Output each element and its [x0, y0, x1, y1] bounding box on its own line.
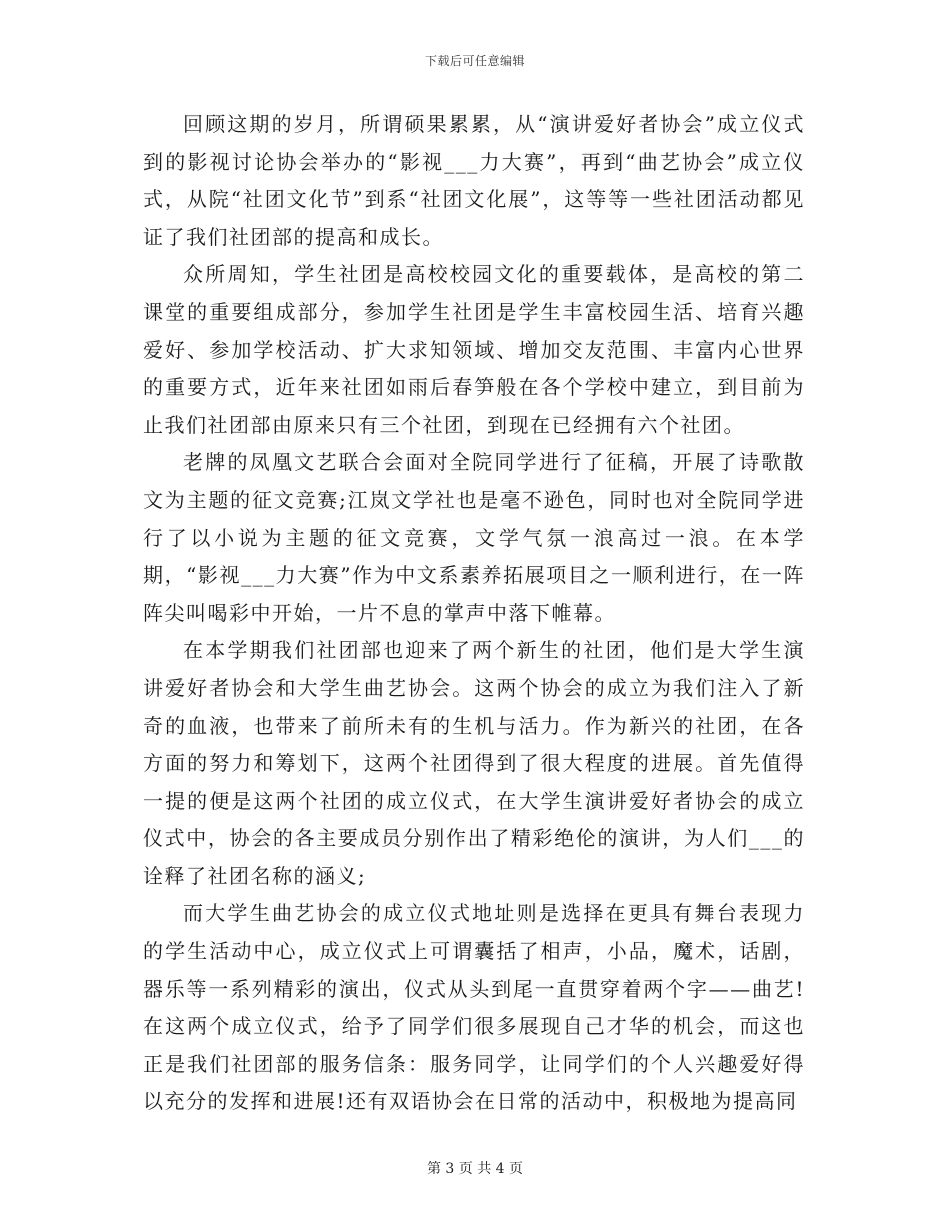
paragraph-5: 而大学生曲艺协会的成立仪式地址则是选择在更具有舞台表现力的学生活动中心，成立仪式上可谓囊括了相声，小品，魔术，话剧，器乐等一系列精彩的演出，仪式从头到尾一直贯穿着两个字——曲艺!在这两个成立仪式，给予了同学们很多展现自己才华的机会，而这也正是我们社团部的服务信条：服务同学，让同学们的个人兴趣爱好得以充分的发挥和进展!还有双语协会在日常的活动中，积极地为提高同 [143, 901, 805, 1114]
paragraph-3: 老牌的凤凰文艺联合会面对全院同学进行了征稿，开展了诗歌散文为主题的征文竞赛;江岚文学社也是毫不逊色，同时也对全院同学进行了以小说为主题的征文竞赛，文学气氛一浪高过一浪。在本学期，“影视___力大赛”作为中文系素养拓展项目之一顺利进行，在一阵阵尖叫喝彩中开始，一片不息的掌声中落下帷幕。 [143, 450, 805, 625]
paragraph-4: 在本学期我们社团部也迎来了两个新生的社团，他们是大学生演讲爱好者协会和大学生曲艺协会。这两个协会的成立为我们注入了新奇的血液，也带来了前所未有的生机与活力。作为新兴的社团，在各方面的努力和筹划下，这两个社团得到了很大程度的进展。首先值得一提的便是这两个社团的成立仪式，在大学生演讲爱好者协会的成立仪式中，协会的各主要成员分别作出了精彩绝伦的演讲，为人们___的诠释了社团名称的涵义; [143, 638, 805, 888]
paragraph-1: 回顾这期的岁月，所谓硕果累累，从“演讲爱好者协会”成立仪式到的影视讨论协会举办的“影视___力大赛”，再到“曲艺协会”成立仪式，从院“社团文化节”到系“社团文化展”，这等等一些社团活动都见证了我们社团部的提高和成长。 [143, 112, 805, 249]
page-number: 第 3 页 共 4 页 [426, 1161, 524, 1177]
page-header: 下载后可任意编辑 [424, 54, 525, 68]
paragraph-2: 众所周知，学生社团是高校校园文化的重要载体，是高校的第二课堂的重要组成部分，参加学生社团是学生丰富校园生活、培育兴趣爱好、参加学校活动、扩大求知领域、增加交友范围、丰富内心世界的重要方式，近年来社团如雨后春笋般在各个学校中建立，到目前为止我们社团部由原来只有三个社团，到现在已经拥有六个社团。 [143, 262, 805, 437]
document-body [143, 106, 805, 1121]
